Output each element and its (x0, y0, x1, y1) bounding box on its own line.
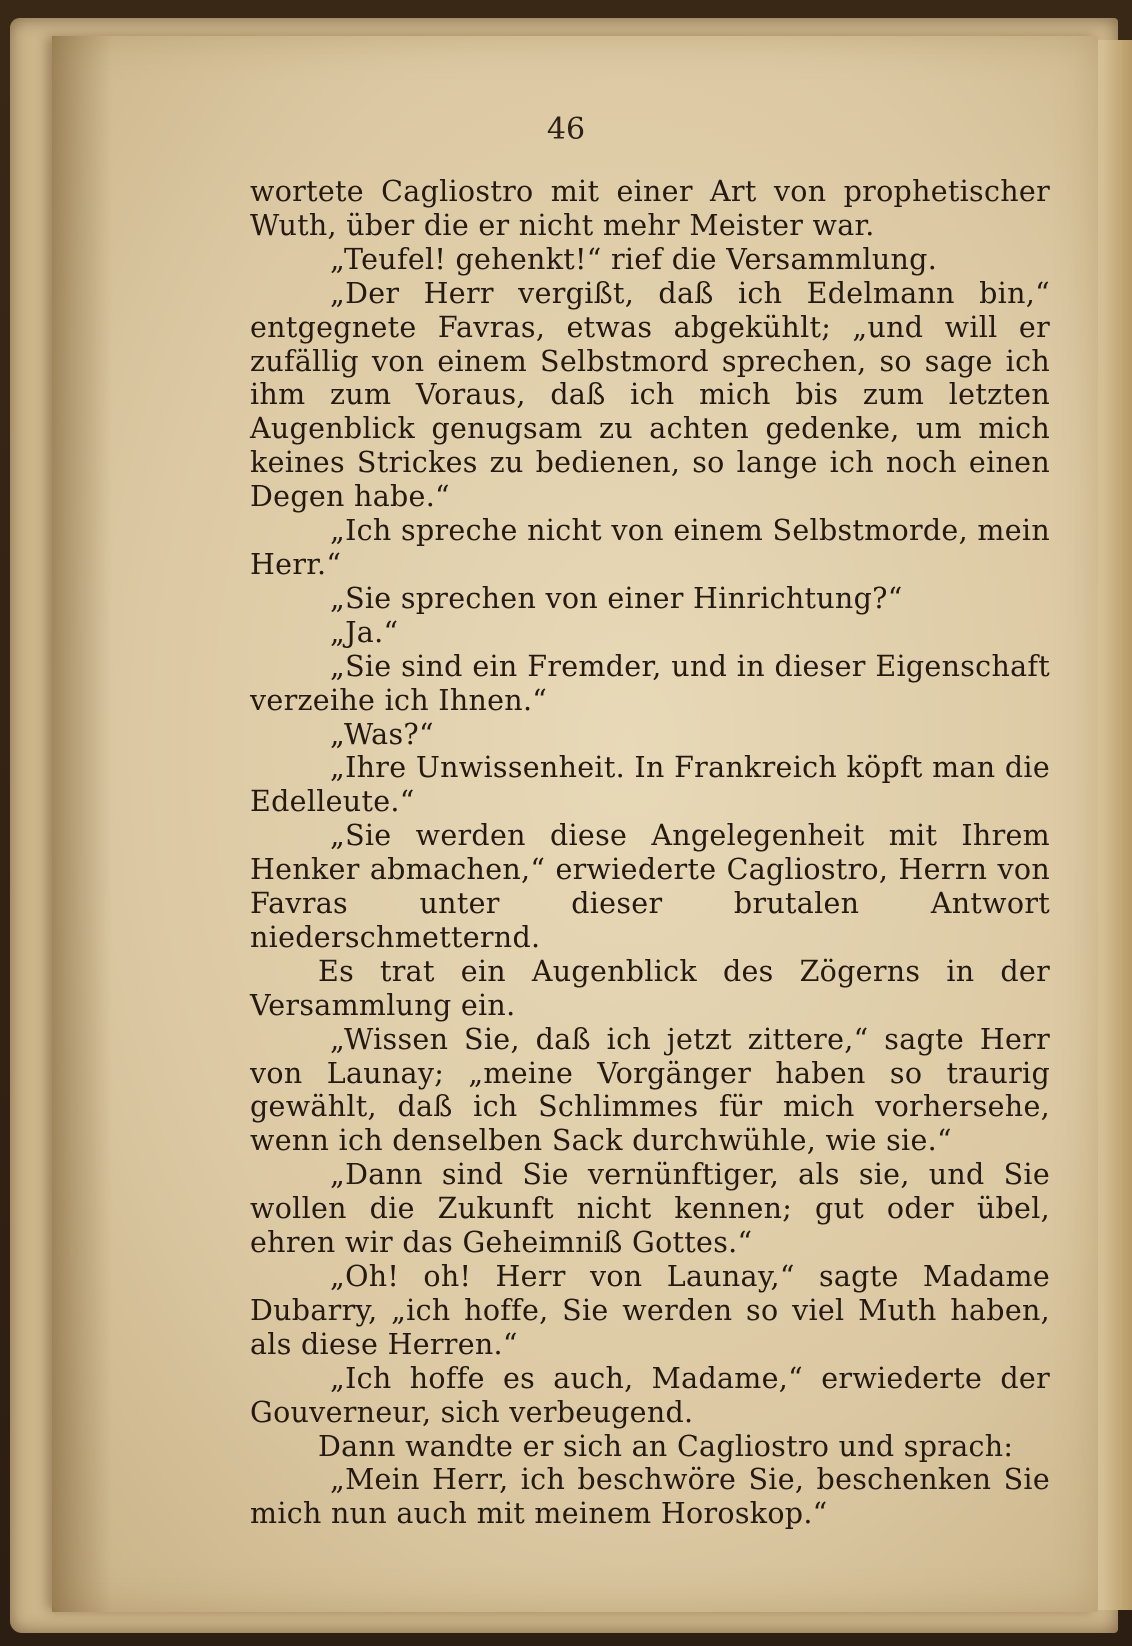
paragraph: „Was?“ (330, 717, 434, 751)
paragraph: „Ja.“ (330, 615, 399, 649)
paragraph: „Ich spreche nicht von einem Selbstmorde, mein Herr.“ (250, 514, 1050, 581)
paragraph: „Sie sind ein Fremder, und in dieser Eigenschaft verzeihe ich Ihnen.“ (250, 649, 1050, 717)
paragraph: wortete Cagliostro mit einer Art von prophetischer Wuth, über die er nicht mehr Meister war. (250, 175, 1050, 242)
paragraph: „Oh! oh! Herr von Launay,“ sagte Madame Dubarry, „ich hoffe, Sie werden so viel Muth haben, als diese Herren.“ (250, 1260, 1050, 1361)
paragraph: Es trat ein Augenblick des Zögerns in der Versammlung ein. (250, 954, 1050, 1022)
paragraph: „Mein Herr, ich beschwöre Sie, beschenken Sie mich nun auch mit meinem Horoskop.“ (250, 1463, 1050, 1531)
paragraph: „Sie werden diese Angelegenheit mit Ihrem Henker abmachen,“ erwiederte Cagliostro, Herrn von Favras unter dieser brutalen Antwort niederschmetternd. (250, 819, 1050, 954)
paragraph: „Ich hoffe es auch, Madame,“ erwiederte der Gouverneur, sich verbeugend. (250, 1361, 1050, 1429)
body-text (250, 175, 1050, 1531)
page-number: 46 (546, 112, 586, 147)
paragraph: „Der Herr vergißt, daß ich Edelmann bin,“ entgegnete Favras, etwas abgekühlt; „und will er zufällig von einem Selbstmord sprechen, so sage ich ihm zum Voraus, daß ich mich bis zum letzten Augenblick genugsam zu achten gedenke, um mich keines Strickes zu bedienen, so lange ich noch einen Degen habe.“ (250, 276, 1050, 514)
paragraph: „Ihre Unwissenheit. In Frankreich köpft man die Edelleute.“ (250, 751, 1050, 819)
paragraph: „Dann sind Sie vernünftiger, als sie, und Sie wollen die Zukunft nicht kennen; gut oder übel, ehren wir das Geheimniß Gottes.“ (250, 1158, 1050, 1260)
paragraph: „Wissen Sie, daß ich jetzt zittere,“ sagte Herr von Launay; „meine Vorgänger haben so traurig gewählt, daß ich Schlimmes für mich vorhersehe, wenn ich denselben Sack durchwühle, wie sie.“ (250, 1022, 1050, 1158)
paragraph: Dann wandte er sich an Cagliostro und sprach: (318, 1429, 1014, 1463)
paragraph: „Sie sprechen von einer Hinrichtung?“ (330, 581, 903, 615)
paragraph: „Teufel! gehenkt!“ rief die Versammlung. (330, 242, 938, 276)
next-page-edge (1098, 40, 1132, 1610)
